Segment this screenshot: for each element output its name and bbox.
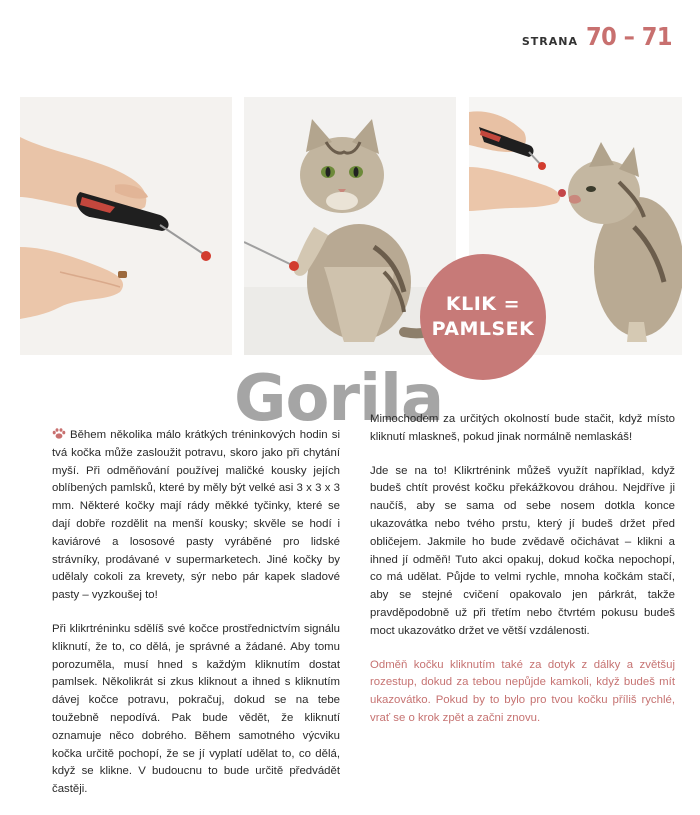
left-column <box>52 427 340 815</box>
left-paragraph-2: Při klikrtréninku sdělíš své kočce prostřednictvím signálu kliknutí, že to, co dělá, je správné a žádané. Aby tomu porozuměla, musí hned s každým kliknutím dostat pamlsek. Několikrát si zkus kliknout a ihned s kliknutím dávej kočce potravu, pokračuj, dokud se na tebe toužebně nepodívá. Pak bude vědět, že kliknutí oznamuje něco dobrého. Během samotného výcviku kočka určitě pochopí, že se jí vyplatí udělat to, co dělá, když se klikne. V budoucnu to bude určitě předvádět častěji. <box>52 622 340 796</box>
right-paragraph-1: Mimochodem za určitých okolností bude stačit, když místo kliknutí mlaskneš, pokud jinak normálně nemlaskáš! <box>370 413 675 443</box>
badge-line-2: PAMLSEK <box>431 318 535 340</box>
page-header <box>522 22 672 51</box>
page-label: STRANA <box>521 35 578 48</box>
paw-icon <box>52 428 66 439</box>
right-paragraph-2: Jde se na to! Klikrtrénink můžeš využít například, když budeš chtít provést kočku překážkovou dráhou. Nejdříve ji naučíš, aby se sama od sebe nosem dotkla konce ukazovátka nebo tvého prstu, který jí budeš držet před obličejem. Jakmile ho bude zvědavě očichávat – klikni a ihned jí odměň! Tuto akci opakuj, dokud kočka nepochopí, co má udělat. Půjde to velmi rychle, mnoha kočkám stačí, aby se stejné cvičení opakovalo jen párkrát, takže pravděpodobně už při třetím nebo čtvrtém pokusu budeš moct ukazovátko držet ve větší vzdálenosti. <box>370 464 675 637</box>
right-column <box>370 411 675 744</box>
page-numbers: 70 – 71 <box>586 22 672 51</box>
left-paragraph-1-text: Během několika málo krátkých tréninkových hodin si tvá kočka může zasloužit potravu, skoro jako při chytání myší. Při odměňování používej maličké kousky jejích oblíbených pamlsků, které by měly být velké asi 3 x 3 x 3 mm. Některé kočky mají rády měkké tyčinky, které se dají dobře rozdělit na menší kousky; skvěle se hodí i kaviárové a lososové pasty vyráběné pro lidské strávníky, prodávané v supermarketech. Jiné kočky by udělaly cokoli za krevety, sýr nebo pár kapek sladové pasty – vyzkoušej to! <box>52 429 340 602</box>
hand-clicker-treat-photo <box>20 97 232 355</box>
badge-line-1: KLIK = <box>445 293 521 315</box>
gorila-watermark: Gorila <box>234 362 444 436</box>
left-paragraph-1 <box>52 427 340 605</box>
click-equals-treat-badge <box>420 254 546 380</box>
right-paragraph-3: Odměň kočku kliknutím také za dotyk z dálky a zvětšuj rozestup, dokud za tebou nepůjde kamkoli, když budeš mít ukazovátko. Pokud by to bylo pro tvou kočku příliš rychlé, vrať se o krok zpět a začni znovu. <box>370 658 675 724</box>
